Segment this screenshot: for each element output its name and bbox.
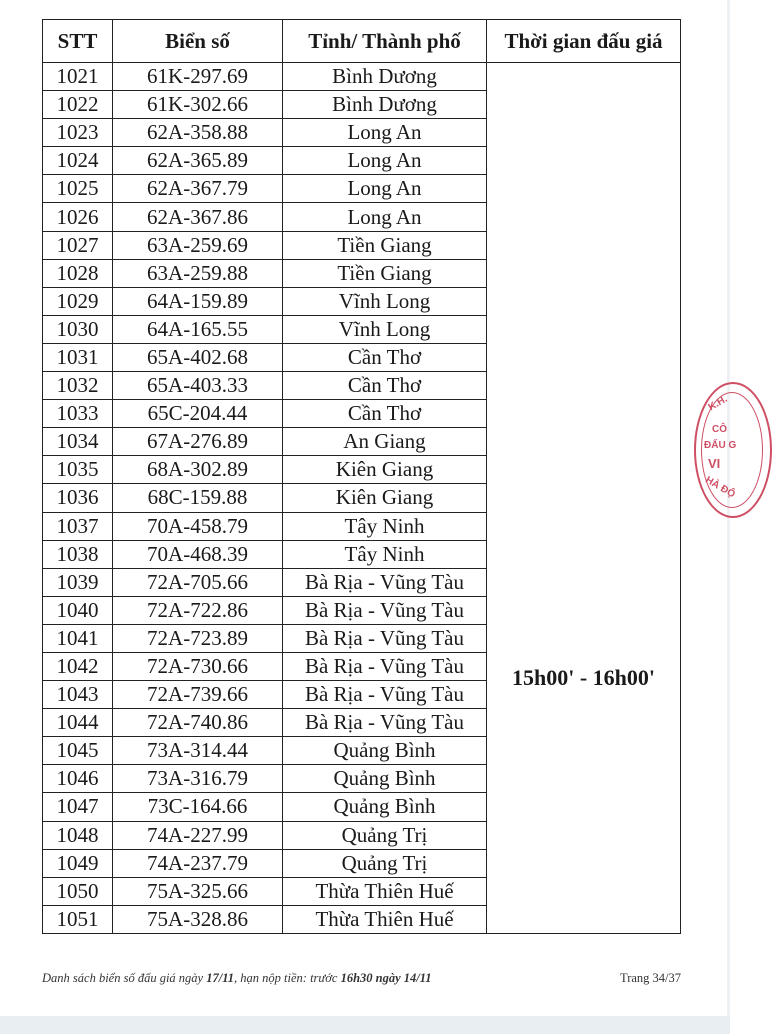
cell-province: Bà Rịa - Vũng Tàu xyxy=(283,568,487,596)
cell-province: Kiên Giang xyxy=(283,484,487,512)
cell-province: Bà Rịa - Vũng Tàu xyxy=(283,681,487,709)
cell-province: Quảng Bình xyxy=(283,765,487,793)
cell-plate-number: 72A-723.89 xyxy=(113,624,283,652)
stamp-text-2: CÔ xyxy=(712,424,727,435)
cell-plate-number: 63A-259.88 xyxy=(113,259,283,287)
cell-plate-number: 61K-302.66 xyxy=(113,91,283,119)
cell-stt: 1048 xyxy=(43,821,113,849)
cell-province: Vĩnh Long xyxy=(283,315,487,343)
cell-plate-number: 70A-468.39 xyxy=(113,540,283,568)
cell-province: Cần Thơ xyxy=(283,400,487,428)
cell-stt: 1028 xyxy=(43,259,113,287)
cell-stt: 1033 xyxy=(43,400,113,428)
header-province: Tỉnh/ Thành phố xyxy=(283,20,487,63)
footer-deadline: 16h30 ngày 14/11 xyxy=(340,971,432,985)
stamp-text-4: VI xyxy=(708,456,721,471)
cell-stt: 1036 xyxy=(43,484,113,512)
cell-plate-number: 72A-739.66 xyxy=(113,681,283,709)
cell-province: Tây Ninh xyxy=(283,512,487,540)
cell-stt: 1046 xyxy=(43,765,113,793)
cell-stt: 1041 xyxy=(43,624,113,652)
cell-plate-number: 65A-403.33 xyxy=(113,372,283,400)
table-header-row xyxy=(43,20,681,63)
stamp-text-3: ĐẤU G xyxy=(704,440,737,451)
cell-stt: 1051 xyxy=(43,905,113,933)
cell-plate-number: 68C-159.88 xyxy=(113,484,283,512)
cell-plate-number: 74A-237.79 xyxy=(113,849,283,877)
cell-stt: 1045 xyxy=(43,737,113,765)
footer-prefix: Danh sách biển số đấu giá ngày xyxy=(42,971,204,985)
table-body xyxy=(43,63,681,934)
cell-province: Kiên Giang xyxy=(283,456,487,484)
cell-province: Bình Dương xyxy=(283,63,487,91)
page-bottom-edge xyxy=(0,1016,730,1034)
cell-plate-number: 72A-730.66 xyxy=(113,652,283,680)
table-row xyxy=(43,63,681,91)
cell-plate-number: 63A-259.69 xyxy=(113,231,283,259)
cell-province: Thừa Thiên Huế xyxy=(283,877,487,905)
cell-plate-number: 75A-325.66 xyxy=(113,877,283,905)
cell-stt: 1021 xyxy=(43,63,113,91)
cell-province: Tiền Giang xyxy=(283,259,487,287)
cell-province: Tiền Giang xyxy=(283,231,487,259)
cell-stt: 1050 xyxy=(43,877,113,905)
cell-plate-number: 64A-159.89 xyxy=(113,287,283,315)
cell-stt: 1040 xyxy=(43,596,113,624)
cell-plate-number: 68A-302.89 xyxy=(113,456,283,484)
cell-province: Bình Dương xyxy=(283,91,487,119)
cell-stt: 1032 xyxy=(43,372,113,400)
cell-province: Bà Rịa - Vũng Tàu xyxy=(283,624,487,652)
cell-province: Long An xyxy=(283,147,487,175)
cell-plate-number: 62A-358.88 xyxy=(113,119,283,147)
plate-auction-table xyxy=(42,19,681,934)
cell-stt: 1039 xyxy=(43,568,113,596)
cell-stt: 1043 xyxy=(43,681,113,709)
cell-stt: 1047 xyxy=(43,793,113,821)
cell-stt: 1049 xyxy=(43,849,113,877)
cell-province: Cần Thơ xyxy=(283,343,487,371)
cell-plate-number: 65C-204.44 xyxy=(113,400,283,428)
cell-stt: 1023 xyxy=(43,119,113,147)
cell-plate-number: 72A-705.66 xyxy=(113,568,283,596)
cell-province: Thừa Thiên Huế xyxy=(283,905,487,933)
cell-stt: 1038 xyxy=(43,540,113,568)
cell-plate-number: 75A-328.86 xyxy=(113,905,283,933)
cell-province: Bà Rịa - Vũng Tàu xyxy=(283,652,487,680)
footer-note xyxy=(42,971,432,986)
cell-stt: 1031 xyxy=(43,343,113,371)
cell-plate-number: 62A-367.79 xyxy=(113,175,283,203)
cell-province: Long An xyxy=(283,175,487,203)
cell-plate-number: 70A-458.79 xyxy=(113,512,283,540)
cell-stt: 1026 xyxy=(43,203,113,231)
stamp-text-1: K.H. xyxy=(706,393,730,414)
cell-province: Quảng Bình xyxy=(283,793,487,821)
cell-province: Long An xyxy=(283,119,487,147)
cell-plate-number: 67A-276.89 xyxy=(113,428,283,456)
cell-plate-number: 73A-314.44 xyxy=(113,737,283,765)
cell-province: Cần Thơ xyxy=(283,372,487,400)
cell-province: Quảng Bình xyxy=(283,737,487,765)
cell-province: Tây Ninh xyxy=(283,540,487,568)
cell-stt: 1022 xyxy=(43,91,113,119)
cell-plate-number: 74A-227.99 xyxy=(113,821,283,849)
cell-plate-number: 73C-164.66 xyxy=(113,793,283,821)
footer-auction-date: 17/11 xyxy=(206,971,235,985)
cell-stt: 1037 xyxy=(43,512,113,540)
cell-province: Bà Rịa - Vũng Tàu xyxy=(283,596,487,624)
cell-stt: 1027 xyxy=(43,231,113,259)
cell-province: Quảng Trị xyxy=(283,821,487,849)
cell-plate-number: 61K-297.69 xyxy=(113,63,283,91)
cell-plate-number: 64A-165.55 xyxy=(113,315,283,343)
cell-stt: 1034 xyxy=(43,428,113,456)
cell-province: Long An xyxy=(283,203,487,231)
cell-province: Bà Rịa - Vũng Tàu xyxy=(283,709,487,737)
cell-plate-number: 62A-365.89 xyxy=(113,147,283,175)
cell-stt: 1029 xyxy=(43,287,113,315)
header-auction-time: Thời gian đấu giá xyxy=(487,20,681,63)
cell-plate-number: 65A-402.68 xyxy=(113,343,283,371)
stamp-text-5: HÀ ĐỘ xyxy=(703,474,737,501)
cell-stt: 1024 xyxy=(43,147,113,175)
cell-province: Vĩnh Long xyxy=(283,287,487,315)
cell-plate-number: 62A-367.86 xyxy=(113,203,283,231)
cell-stt: 1035 xyxy=(43,456,113,484)
cell-stt: 1025 xyxy=(43,175,113,203)
cell-province: An Giang xyxy=(283,428,487,456)
cell-stt: 1044 xyxy=(43,709,113,737)
header-plate-number: Biển số xyxy=(113,20,283,63)
cell-plate-number: 72A-740.86 xyxy=(113,709,283,737)
cell-plate-number: 72A-722.86 xyxy=(113,596,283,624)
cell-plate-number: 73A-316.79 xyxy=(113,765,283,793)
cell-auction-time: 15h00' - 16h00' xyxy=(487,63,681,934)
header-stt: STT xyxy=(43,20,113,63)
cell-province: Quảng Trị xyxy=(283,849,487,877)
footer-middle: , hạn nộp tiền: trước xyxy=(234,971,338,985)
page-number: Trang 34/37 xyxy=(620,971,682,985)
red-seal-stamp xyxy=(694,382,772,518)
cell-stt: 1042 xyxy=(43,652,113,680)
cell-stt: 1030 xyxy=(43,315,113,343)
